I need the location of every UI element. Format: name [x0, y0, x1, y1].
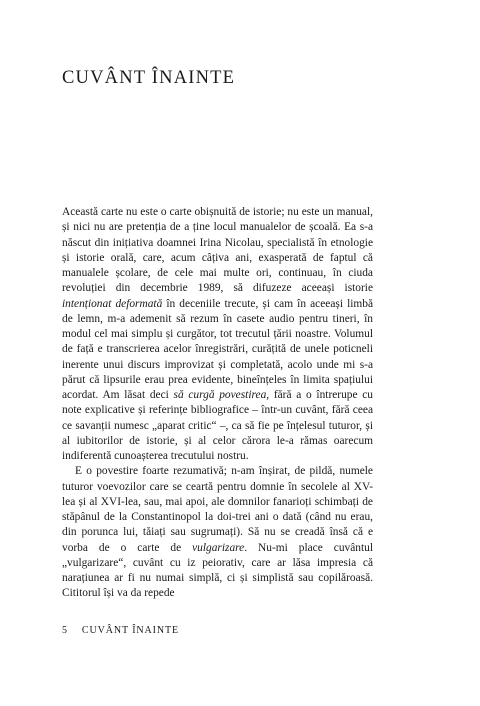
paragraph-1	[62, 205, 373, 464]
paragraph-2-emphasis-1: vulgarizare	[192, 541, 245, 554]
paragraph-1-text-1: Această carte nu este o carte obișnuită de istorie; nu este un manual, și nici nu are pretenția de a ține locul manualelor de școală. Ea s-a născut din inițiativa doamnei Irina Nicolau, specialistă în etnologie și istorie orală, care, acum câțiva ani, exasperată de faptul că manualele școlare, de cele mai multe ori, continuau, în ciuda revoluției din decembrie 1989, să difuzeze aceeași istorie	[62, 206, 373, 295]
page-number: 5	[62, 625, 68, 636]
paragraph-2-text-1: E o povestire foarte rezumativă; n-am înșirat, de pildă, numele tuturor voevozilor care se ceartă pentru domnie în secolele al XV-lea și al XVI-lea, sau, mai apoi, ale domnilor fanarioți schimbați de stăpânul de la Constantinopol la doi-trei ani o dată (când nu erau, din porunca lui, tăiați sau sugrumați). Să nu se creadă însă că e vorba de o carte de	[62, 465, 373, 554]
page-footer	[62, 625, 179, 636]
paragraph-1-emphasis-2: să curgă povestirea	[173, 389, 267, 401]
paragraph-2-text-2: . Nu-mi place cuvântul „vulgarizare“, cuvânt cu iz peiorativ, care ar lăsa impresia că narațiunea ar fi nu numai simplă, ci și simplistă sau copilăroasă. Cititorul își va da repede	[62, 541, 373, 600]
chapter-title: CUVÂNT ÎNAINTE	[62, 68, 236, 88]
running-head: CUVÂNT ÎNAINTE	[81, 625, 180, 636]
paragraph-1-text-2: în deceniile trecute, și cam în aceeași limbă de lemn, m-a ademenit să rezum în casete audio pentru tineri, în modul cel mai simplu și curgător, tot trecutul țării noastre. Volumul de față e transcrierea acelor înregistrări, curățită de unele poticneli inerente unui discurs improvizat și completată, acolo unde mi s-a părut că lipsurile erau prea evidente, bineînțeles în limita spațiului acordat. Am lăsat deci	[62, 297, 374, 401]
body-text	[62, 205, 373, 602]
paragraph-1-text-3: , fără a o întrerupe cu note explicative și referințe bibliografice – într-un cuvânt, fără ceea ce savanții numesc „aparat critic“ –, ca să fie pe înțelesul tuturor, și al iubitorilor de istorie, și al celor cărora le-a rămas oarecum indiferentă cunoașterea trecutului nostru.	[62, 389, 373, 462]
paragraph-1-emphasis-1: intenționat deformată	[62, 297, 163, 310]
paragraph-2	[62, 464, 373, 601]
